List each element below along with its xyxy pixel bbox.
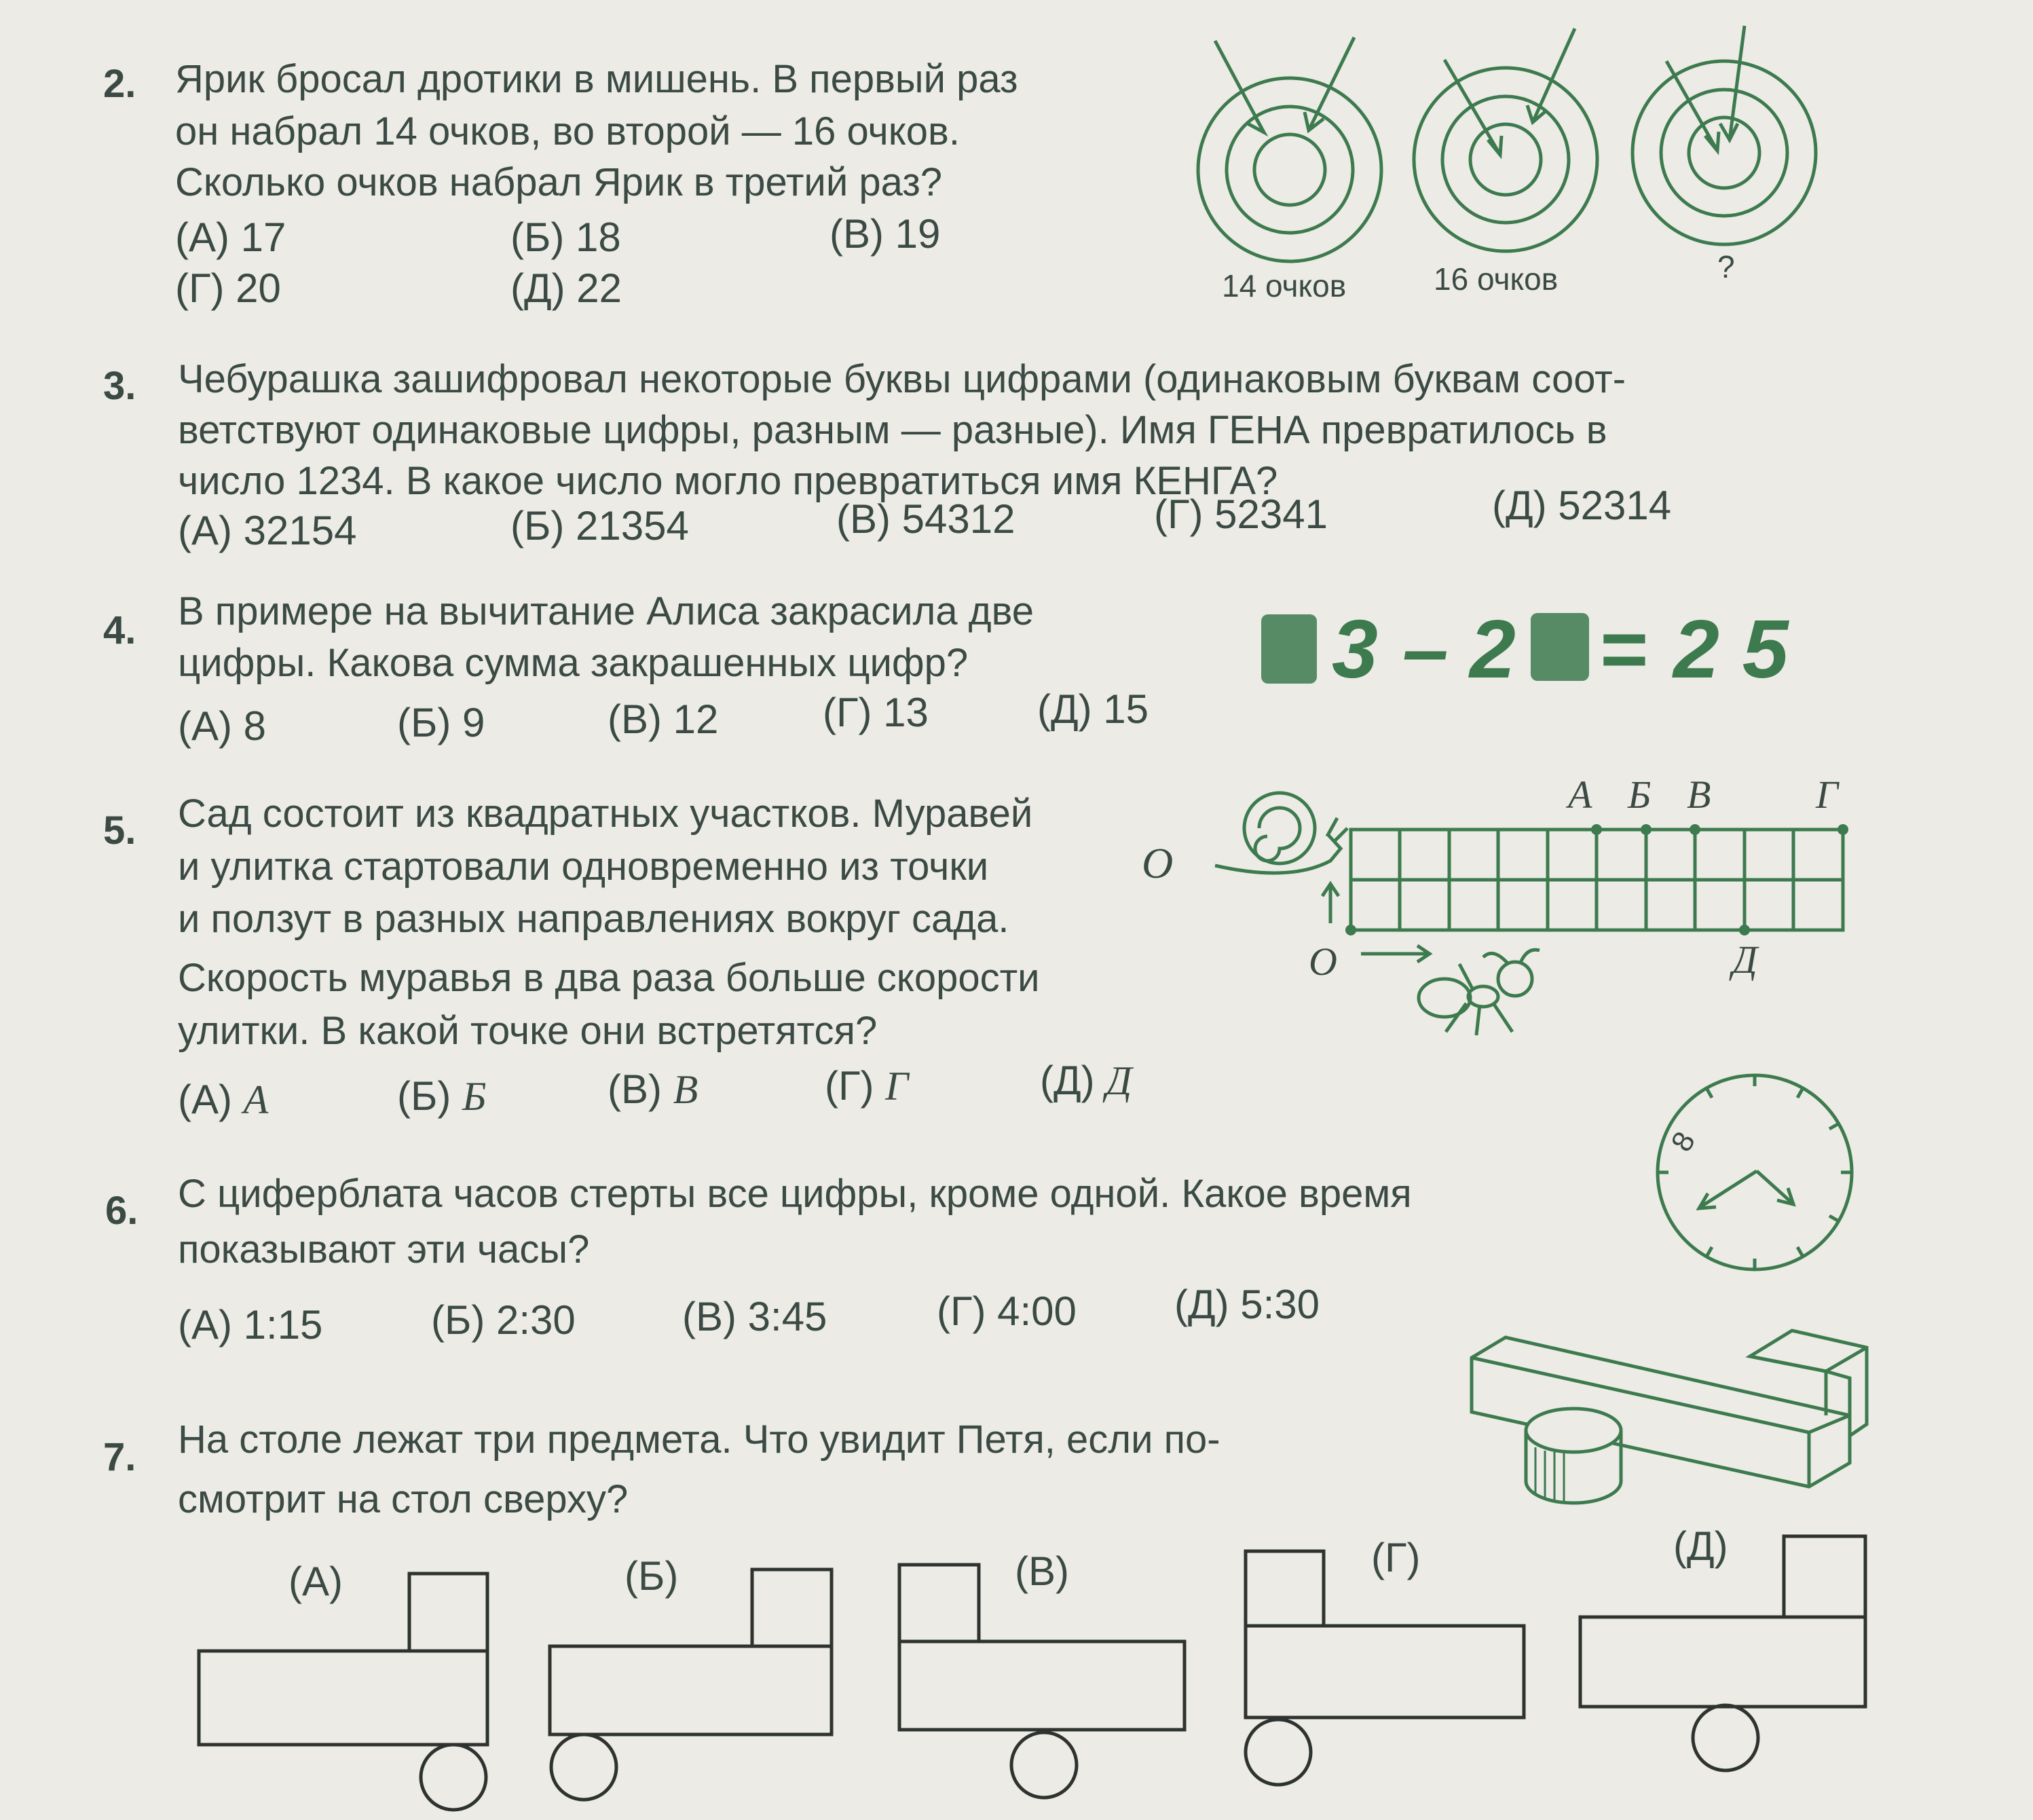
problem-5-option-e: (Д) Д xyxy=(1040,1058,1132,1103)
problem-5-line-2: и улитка стартовали одновременно из точки xyxy=(178,844,989,889)
problem-2-option-c: (В) 19 xyxy=(829,211,941,257)
equation-digit-2: 2 xyxy=(1470,603,1516,695)
problem-5-line-3: и ползут в разных направлениях вокруг сада. xyxy=(178,897,1009,941)
problem-4-option-d: (Г) 13 xyxy=(823,690,929,735)
problem-3-option-b: (Б) 21354 xyxy=(510,503,689,549)
problem-7-option-c: (В) xyxy=(1015,1548,1069,1594)
problem-7-number: 7. xyxy=(103,1435,136,1479)
garden-label-d: Д xyxy=(1732,937,1757,982)
problem-6-line-2: показывают эти часы? xyxy=(178,1227,590,1271)
problem-6-option-c: (В) 3:45 xyxy=(682,1294,827,1339)
answer-figure-d xyxy=(1246,1551,1524,1785)
problem-7-option-a: (А) xyxy=(288,1559,343,1604)
problem-5-number: 5. xyxy=(103,809,136,853)
problem-3-line-2: ветствуют одинаковые цифры, разным — разные). Имя ГЕНА превратилось в xyxy=(178,408,1607,452)
problem-7-option-b: (Б) xyxy=(624,1553,679,1599)
garden-label-a: А xyxy=(1568,773,1592,817)
problem-5-option-c: (В) В xyxy=(608,1066,698,1112)
problem-5-line-5: улитки. В какой точке они встретятся? xyxy=(178,1009,878,1053)
problem-6-number: 6. xyxy=(105,1189,138,1233)
problem-5-line-4: Скорость муравья в два раза больше скорости xyxy=(178,956,1040,1000)
problem-2-line-3: Сколько очков набрал Ярик в третий раз? xyxy=(175,160,943,204)
equation-result: 2 5 xyxy=(1673,603,1789,695)
problem-4-option-b: (Б) 9 xyxy=(397,700,485,745)
problem-4-line-2: цифры. Какова сумма закрашенных цифр? xyxy=(178,641,969,685)
problem-7-option-d: (Г) xyxy=(1371,1535,1421,1580)
target-caption-3: ? xyxy=(1717,249,1735,284)
problem-3-option-c: (В) 54312 xyxy=(836,496,1015,542)
problem-3-line-1: Чебурашка зашифровал некоторые буквы цифрами (одинаковым буквам соот- xyxy=(178,357,1626,401)
problem-2-option-d: (Г) 20 xyxy=(175,265,281,311)
problem-3-line-3: число 1234. В какое число могло превратиться имя КЕНГА? xyxy=(178,459,1278,503)
problem-2-line-1: Ярик бросал дротики в мишень. В первый раз xyxy=(175,57,1018,101)
problem-4-option-e: (Д) 15 xyxy=(1037,686,1149,732)
problem-4-option-c: (В) 12 xyxy=(608,697,719,742)
answer-figure-b xyxy=(550,1570,832,1800)
problem-7-line-2: смотрит на стол сверху? xyxy=(178,1477,629,1521)
problem-6-option-a: (А) 1:15 xyxy=(178,1302,323,1348)
problem-4-line-1: В примере на вычитание Алиса закрасила две xyxy=(178,589,1034,633)
answer-figure-a xyxy=(199,1574,487,1810)
problem-4-number: 4. xyxy=(103,608,136,652)
answer-figure-e xyxy=(1580,1536,1865,1770)
problem-2-number: 2. xyxy=(103,62,136,106)
problem-2-line-2: он набрал 14 очков, во второй — 16 очков. xyxy=(175,109,960,153)
problem-3-option-a: (А) 32154 xyxy=(178,508,357,553)
problem-2-option-a: (А) 17 xyxy=(175,215,286,260)
target-caption-2: 16 очков xyxy=(1434,261,1559,297)
problem-7-line-1: На столе лежат три предмета. Что увидит Петя, если по- xyxy=(178,1417,1220,1462)
problem-5-option-a: (А) А xyxy=(178,1077,269,1122)
problem-6-line-1: С циферблата часов стерты все цифры, кроме одной. Какое время xyxy=(178,1172,1412,1216)
problem-5-option-b: (Б) Б xyxy=(397,1073,487,1119)
garden-label-g: Г xyxy=(1816,773,1838,817)
problem-6-option-b: (Б) 2:30 xyxy=(431,1297,576,1343)
problem-7-option-e: (Д) xyxy=(1673,1523,1728,1569)
problem-3-number: 3. xyxy=(103,364,136,408)
problem-2-option-e: (Д) 22 xyxy=(510,265,622,311)
equation-equals: = xyxy=(1599,603,1647,695)
problem-3-option-d: (Г) 52341 xyxy=(1154,491,1328,537)
garden-label-b: Б xyxy=(1628,773,1652,817)
problem-5-line-1: Сад состоит из квадратных участков. Муравей xyxy=(178,792,1033,836)
problem-4-option-a: (А) 8 xyxy=(178,703,267,749)
clock-digit: 8 xyxy=(1664,1126,1702,1157)
equation-digit-3: 3 xyxy=(1332,603,1378,695)
problem-2-option-b: (Б) 18 xyxy=(510,215,621,260)
problem-3-option-e: (Д) 52314 xyxy=(1492,483,1672,528)
garden-label-v: В xyxy=(1687,773,1711,817)
garden-label-o: О xyxy=(1309,940,1337,984)
problem-6-option-d: (Г) 4:00 xyxy=(937,1288,1077,1334)
target-caption-1: 14 очков xyxy=(1222,268,1347,303)
problem-5-point-o: О xyxy=(1142,839,1174,887)
answer-figure-c xyxy=(899,1565,1185,1798)
equation-minus: – xyxy=(1402,603,1449,695)
problem-6-option-e: (Д) 5:30 xyxy=(1174,1282,1320,1327)
problem-5-option-d: (Г) Г xyxy=(825,1063,909,1109)
